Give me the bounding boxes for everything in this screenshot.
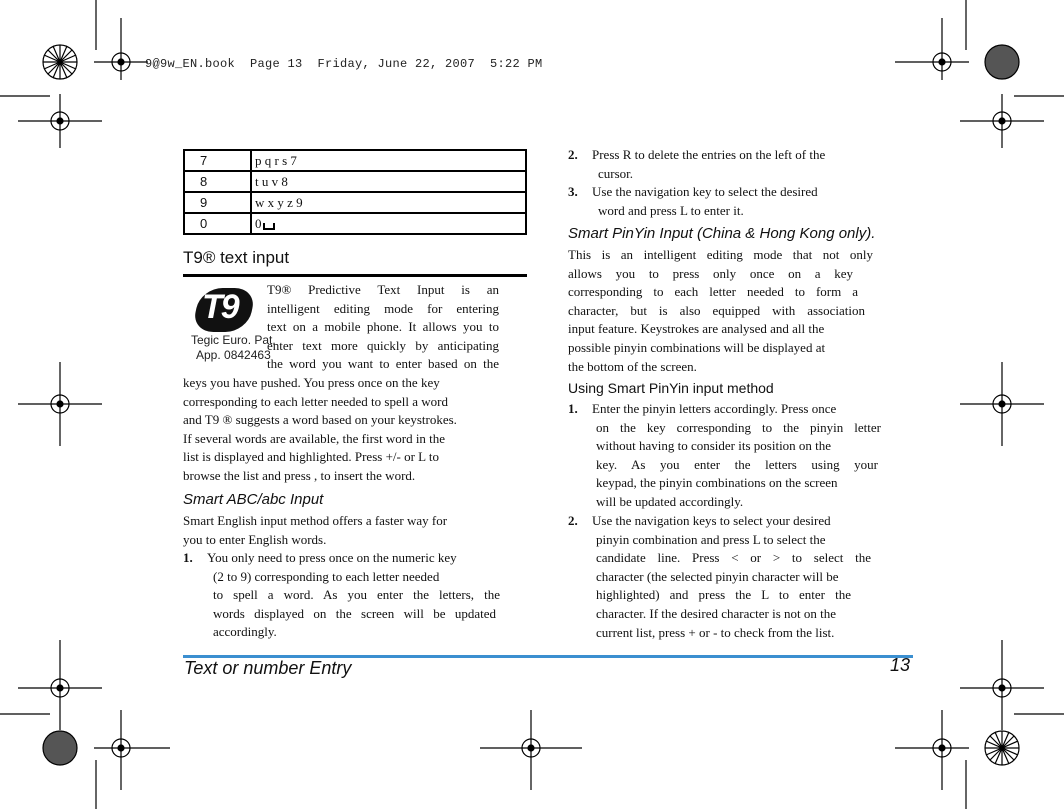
pinyin-step-1 bbox=[568, 400, 888, 512]
text-line: corresponding to each letter needed to form a bbox=[568, 284, 858, 300]
key-cell: 7 bbox=[184, 150, 251, 171]
text-line: keypad, the pinyin combinations on the screen bbox=[596, 475, 838, 491]
pinyin-intro bbox=[568, 246, 873, 376]
registration-star-icon bbox=[985, 45, 1019, 79]
table-row bbox=[184, 213, 526, 234]
text-line: key. As you enter the letters using your bbox=[596, 456, 878, 472]
text-line: highlighted) and press the L to enter the bbox=[596, 587, 851, 603]
pinyin-method-title: Using Smart PinYin input method bbox=[568, 380, 774, 396]
text-line: the bottom of the screen. bbox=[568, 358, 697, 374]
text-line: pinyin combination and press L to select the bbox=[596, 531, 826, 547]
key-cell: 0 bbox=[184, 213, 251, 234]
step-number: 1. bbox=[183, 550, 193, 565]
t9-logo-text: T9 bbox=[202, 288, 238, 326]
crosshair-icon bbox=[94, 710, 170, 790]
text-line: will be updated accordingly. bbox=[596, 493, 744, 509]
crosshair-icon bbox=[18, 640, 102, 730]
step-number: 3. bbox=[568, 184, 578, 200]
text-line: browse the list and press , to insert the word. bbox=[183, 467, 416, 483]
text-line: Use the navigation keys to select your desired bbox=[592, 513, 831, 528]
step-number: 2. bbox=[568, 513, 578, 528]
text-line: intelligent editing mode for entering bbox=[267, 300, 499, 316]
space-icon bbox=[263, 223, 275, 230]
text-line: words displayed on the screen will be updated bbox=[213, 605, 496, 621]
registration-star-icon bbox=[43, 45, 77, 79]
text-line: This is an intelligent editing mode that not only bbox=[568, 247, 873, 262]
t9-section-title: T9® text input bbox=[183, 248, 290, 267]
text-line: character, but is also equipped with association bbox=[568, 302, 865, 318]
text-line: candidate line. Press < or > to select the bbox=[596, 550, 871, 566]
text-line: on the key corresponding to the pinyin letter bbox=[596, 419, 881, 435]
letters-cell: w x y z 9 bbox=[251, 192, 526, 213]
print-header: 9@9w_EN.book Page 13 Friday, June 22, 2007 5:22 PM bbox=[145, 57, 543, 71]
text-line: enter text more quickly by anticipating bbox=[267, 337, 499, 353]
letters-cell: 0 bbox=[251, 213, 526, 234]
t9-logo bbox=[192, 286, 264, 336]
text-line: You only need to press once on the numeric key bbox=[207, 550, 457, 565]
table-row bbox=[184, 171, 526, 192]
smart-abc-title: Smart ABC/abc Input bbox=[183, 491, 324, 508]
key-cell: 9 bbox=[184, 192, 251, 213]
crosshair-icon bbox=[18, 362, 102, 446]
text-line: character (the selected pinyin character will be bbox=[596, 568, 839, 584]
text-line: possible pinyin combinations will be displayed at bbox=[568, 339, 826, 355]
key-cell: 8 bbox=[184, 171, 251, 192]
letters-cell: t u v 8 bbox=[251, 171, 526, 192]
steps-continued bbox=[568, 146, 888, 220]
table-row bbox=[184, 192, 526, 213]
t9-intro bbox=[267, 281, 499, 374]
crosshair-icon bbox=[18, 94, 102, 148]
text-line: (2 to 9) corresponding to each letter needed bbox=[213, 568, 440, 584]
text-line: accordingly. bbox=[213, 624, 277, 640]
text-line: corresponding to each letter needed to spell a word bbox=[183, 393, 448, 409]
text-line: T9® Predictive Text Input is an bbox=[267, 282, 499, 297]
footer-section-title: Text or number Entry bbox=[184, 658, 352, 678]
text-line: current list, press + or - to check from the list. bbox=[596, 624, 835, 640]
crosshair-icon bbox=[94, 18, 148, 80]
crosshair-icon bbox=[895, 710, 969, 790]
crosshair-icon bbox=[960, 362, 1044, 446]
registration-star-icon bbox=[985, 731, 1019, 765]
logo-caption-1: Tegic Euro. Pat. bbox=[191, 333, 276, 347]
text-line: text on a mobile phone. It allows you to bbox=[267, 319, 499, 335]
step-number: 2. bbox=[568, 147, 578, 162]
letters-cell: p q r s 7 bbox=[251, 150, 526, 171]
text-line: Smart English input method offers a faster way for bbox=[183, 513, 448, 528]
table-row bbox=[184, 150, 526, 171]
smart-abc-step-1 bbox=[183, 549, 503, 642]
text-line: without having to consider its position on the bbox=[596, 438, 832, 454]
text-line: If several words are available, the first word in the bbox=[183, 430, 446, 446]
keypad-table bbox=[183, 149, 527, 235]
text-line: list is displayed and highlighted. Press +/- or L to bbox=[183, 449, 439, 465]
crosshair-icon bbox=[895, 18, 969, 80]
text-line: Enter the pinyin letters accordingly. Press once bbox=[592, 401, 837, 416]
crosshair-icon bbox=[960, 94, 1044, 148]
section-divider bbox=[183, 274, 527, 277]
text-line: and T9 ® suggests a word based on your keystrokes. bbox=[183, 412, 457, 428]
crosshair-icon bbox=[960, 640, 1044, 730]
text-line: word and press L to enter it. bbox=[598, 202, 744, 218]
smart-abc-intro bbox=[183, 512, 503, 549]
text-line: the word you want to enter based on the bbox=[267, 356, 499, 372]
text-line: keys you have pushed. You press once on the key bbox=[183, 375, 440, 390]
text-line: input feature. Keystrokes are analysed and all the bbox=[568, 321, 825, 337]
logo-caption-2: App. 0842463 bbox=[196, 348, 271, 362]
text-line: character. If the desired character is not on the bbox=[596, 605, 837, 621]
text-line: to spell a word. As you enter the letters, the bbox=[213, 587, 500, 603]
step-number: 1. bbox=[568, 401, 578, 416]
page-number: 13 bbox=[890, 655, 911, 675]
text-line: allows you to press only once on a key bbox=[568, 265, 853, 281]
t9-body bbox=[183, 374, 503, 486]
crosshair-icon bbox=[480, 710, 582, 790]
pinyin-title: Smart PinYin Input (China & Hong Kong only). bbox=[568, 225, 876, 242]
registration-star-icon bbox=[43, 731, 77, 765]
pinyin-step-2 bbox=[568, 512, 888, 642]
text-line: Use the navigation key to select the desired bbox=[592, 184, 818, 200]
text-line: Press R to delete the entries on the left of the bbox=[592, 147, 826, 162]
text-line: you to enter English words. bbox=[183, 531, 327, 547]
text-line: cursor. bbox=[598, 165, 634, 181]
